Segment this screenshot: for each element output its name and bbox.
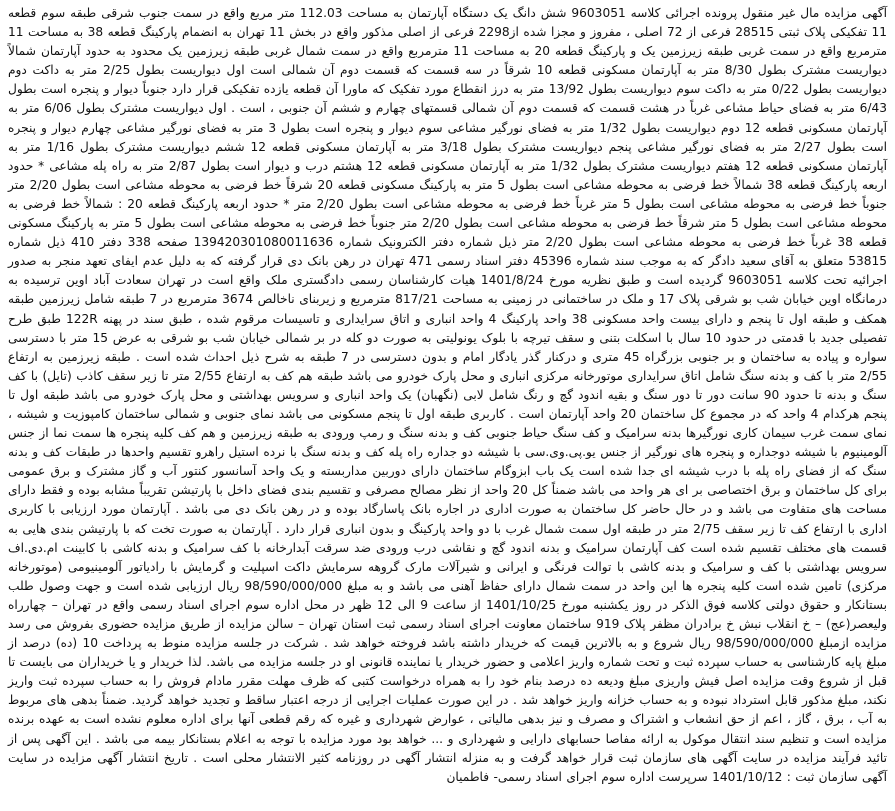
auction-notice-text: آگهی مزایده مال غیر منقول پرونده اجرائی کلاسه 9603051 شش دانگ یک دستگاه آپارتمان به مساحت 112.03 متر مربع واقع در سمت جنوب شرقی طبقه سوم قطعه 11 تفکیکی پلاک ثبتی 28515 فرعی از 72 اصلی ، مفروز و مجزا شده از2298 فرعی از اصلی مذکور واقع در بخش 11 تهران به انضمام پارکینگ قطعه 38 به مساحت 11 مترمربع واقع در سمت غربی طبقه زیرزمین یک و پارکینگ قطعه 20 به مساحت 11 مترمربع واقع در سمت شمال غربی طبقه زیرزمین یک محدود به حدود آپارتمان شمالاً دیواریست مشترک بطول 8/30 متر به آپارتمان مسکونی قطعه 10 شرقاً در سه قسمت که قسمت دوم آن شمالی است اول دیواریست بطول 2/25 متر به داکت دوم دیواریست بطول 0/22 متر به داکت سوم دیواریست بطول 13/92 متر به درز انقطاع مورد تفکیک که ماورا آن قطعه یازده تفکیکی قرار دارد جنوباً دیوار و پنجره است بطول 6/43 متر به فضای حیاط مشاعی غرباً در هشت قسمت که قسمت دوم آن شمالی قسمتهای چهارم و ششم آن جنوبی ، است . اول دیواریست مشترک بطول 6/06 متر به آپارتمان مسکونی قطعه 12 دوم دیواریست بطول 1/32 متر به فضای نورگیر مشاعی سوم دیوار و پنجره است بطول 3 متر به فضای نورگیر مشاعی چهارم دیوار و پنجره است بطول 2/27 متر به فضای نورگیر مشاعی پنجم دیواریست مشترک بطول 3/18 متر به آپارتمان مسکونی قطعه 12 ششم دیواریست مشترک بطول 1/16 متر به آپارتمان مسکونی قطعه 12 هفتم دیواریست مشترک بطول 1/32 متر به آپارتمان مسکونی قطعه 12 هشتم درب و دیوار است بطول 2/87 متر به راه پله مشاعی * حدود اربعه پارکینگ قطعه 38 شمالاً خط فرضی به محوطه مشاعی است بطول 5 متر به پارکینگ مسکونی قطعه 20 شرقاً خط فرضی به محوطه مشاعی است بطول 2/20 متر جنوباً خط فرضی به محوطه مشاعی است بطول 5 متر غرباً خط فرضی به محوطه مشاعی است بطول 2/20 متر * حدود اربعه پارکینگ قطعه 20 : شمالاً خط فرضی به محوطه مشاعی است بطول 5 متر شرقاً خط فرضی به محوطه مشاعی است بطول 2/20 متر جنوباً خط فرضی به محوطه مشاعی است بطول 5 متر به پارکینگ مسکونی قطعه 38 غرباً خط فرضی به محوطه مشاعی است بطول 2/20 متر ذیل شماره دفتر الکترونیک شماره 139420301080011636 صفحه 338 دفتر 410 ذیل شماره 53815 متعلق به آقای سعید دادگر که به موجب سند شماره 45396 دفتر اسناد رسمی 471 تهران در رهن بانک دی قرار گرفته که به دلیل عدم ایفای تعهد منجر به صدور اجرائیه تحت کلاسه 9603051 گردیده است و طبق نظریه مورخ 1401/8/24 هیات کارشناسان رسمی دادگستری ملک واقع است در تهران سعادت آباد اوین ترسیده به درمانگاه اوین خیابان شب بو شرقی پلاک 17 و ملک در ساختمانی در زمینی به مساحت 817/21 مترمربع و زیربنای ناخالص 3674 مترمربع در 7 طبقه شامل زیرزمین طبقه همکف و طبقه اول تا پنجم و دارای بیست واحد مسکونی 38 واحد پارکینگ 4 واحد انباری و اتاق سرایداری و تاسیسات مرقوم شده ، طبق سند در پهنه 122R طبق طرح تفصیلی جدید با قدمتی در حدود 10 سال با اسکلت بتنی و سقف تیرچه با بلوک یونولیتی به صورت دو کله در بر شمالی خیابان شب بو شرقی به عرض 15 متر با دسترسی سواره و پیاده به ساختمان و بر جنوبی بزرگراه 45 متری و درکنار گذر یادگار امام و بدون دسترسی در 7 طبقه به شرح ذیل احداث شده است . طبقه زیرزمین به ارتفاع 2/55 متر با کف و بدنه سنگ شامل اتاق سرایداری موتورخانه مرکزی انباری و محل پارک خودرو می باشد طبقه هم کف به ارتفاع 2/55 متر تا زیر سقف کاذب (تایل) با کف سنگ و بدنه تا حدود 90 سانت دور تا دور سنگ و بقیه اندود گچ و رنگ شامل لابی (نگهبان) یک واحد انباری و سرویس بهداشتی و محل پارک خودرو می باشد طبقه اول تا پنجم هرکدام 4 واحد که در مجموع کل ساختمان 20 واحد آپارتمان است . کاربری طبقه اول تا پنجم مسکونی می باشد نمای جنوبی و شمالی ساختمان کامپوزیت و شیشه ، نمای سمت غرب سیمان کاری نورگیرها بدنه سرامیک و کف سنگ حیاط جنوبی کف و بدنه سنگ و رمپ ورودی به طبقه زیرزمین و هم کف کلیه پنجره ها سمت نما از جنس آلومینیوم با شیشه دوجداره و پنجره های نورگیر از جنس یو.پی.وی.سی با شیشه دو جداره راه پله کف و بدنه سنگ با نرده استیل راهرو تقسیم واحدها در طبقات کف و بدنه سنگ که از فضای راه پله با درب شیشه ای جدا شده است یک باب ابزوگام ساختمان دارای دوربین مداربسته و یک واحد آسانسور کنتور آب و گاز مشترک و برق عمومی برای کل ساختمان و برق اختصاصی بر ای هر واحد می باشد ضمناً کل 20 واحد از نظر مصالح مصرفی و تقسیم بندی فضای داخل با پارتیشن تقریباً مشابه بوده و فقط دارای مساحت های متفاوت می باشد و در حال حاضر کل ساختمان به صورت اداری در اجاره بانک پاسارگاد بوده و در رهن بانک دی می باشد . آپارتمان مورد ارزیابی با کاربری اداری با ارتفاع کف تا زیر سقف 2/75 متر در طبقه اول سمت شمال غرب با دو واحد پارکینگ و بدون انباری قرار دارد . آپارتمان به صورت تخت که با پارتیشن بندی هایی به قسمت های مختلف تقسیم شده است کف آپارتمان سرامیک و بدنه اندود گچ و نقاشی درب ورودی ضد سرقت آبدارخانه با کف سرامیک و بدنه کاشی با کابینت ام.دی.اف سرویس بهداشتی با کف و سرامیک و بدنه کاشی با توالت فرنگی و ایرانی و شیرآلات مارک گروهه سرمایش داکت اسپلیت و گرمایش با رادیاتور آلومینیومی (موتورخانه مرکزی) تامین شده است کلیه پنجره ها این واحد در سمت شمال دارای حفاظ آهنی می باشد و به مبلغ 98/590/000/000 ریال ارزیابی شده است و جهت وصول طلب بستانکار و حقوق دولتی کلاسه فوق الذکر در روز یکشنبه مورخ 1401/10/25 از ساعت 9 الی 12 ظهر در محل اداره سوم اجرای اسناد رسمی واقع در تهران – چهارراه ولیعصر(عج) – خ انقلاب نبش خ برادران مظفر پلاک 919 ساختمان معاونت اجرای اسناد رسمی ثبت استان تهران – سالن مزایده از طریق مزایده حضوری بفروش می رسد مزایده ازمبلغ 98/590/000/000 ریال شروع و به بالاترین قیمت که خریدار داشته باشد فروخته خواهد شد . شرکت در جلسه مزایده منوط به پرداخت 10 (ده) درصد از مبلغ پایه کارشناسی به حساب سپرده ثبت و تحت شماره واریز اعلامی و حضور خریدار یا نماینده قانونی او در جلسه مزایده می باشد. لذا خریدار و یا خریداران می بایست تا قبل از شروع وقت مزایده اصل فیش واریزی مبلغ ودیعه ده درصد بنام خود را به همراه درخواست کتبی که ظرف مهلت مقرر مادام فروش را به حساب سپرده ثبت واریز نکند، مبلغ مذکور قابل استرداد نبوده و به حساب خزانه واریز خواهد شد . در این صورت عملیات اجرایی از درجه اعتبار ساقط و تجدید خواهد گردید. ضمناً بدهی های مربوط به آب ، برق ، گاز ، اعم از حق انشعاب و اشتراک و مصرف و نیز بدهی مالیاتی ، عوارض شهرداری و غیره که رقم قطعی آنها برای اداره معلوم نشده است به عهده برنده مزایده است و تنظیم سند انتقال موکول به ارائه مفاصا حسابهای دارایی و شهرداری و ... خواهد بود مورد مزایده با توجه به اعلام بستانکار بیمه می باشد . این آگهی پس از تائید فرآیند مزایده در سایت آگهی های سازمان ثبت قرار خواهد گرفت و به منزله انتشار آگهی در روزنامه کثیر الانتشار محلی است . تاریخ انتشار آگهی مزایده در سایت آگهی سازمان ثبت : 1401/10/12 سرپرست اداره سوم اجرای اسناد رسمی- فاطمیان [8, 6, 888, 784]
